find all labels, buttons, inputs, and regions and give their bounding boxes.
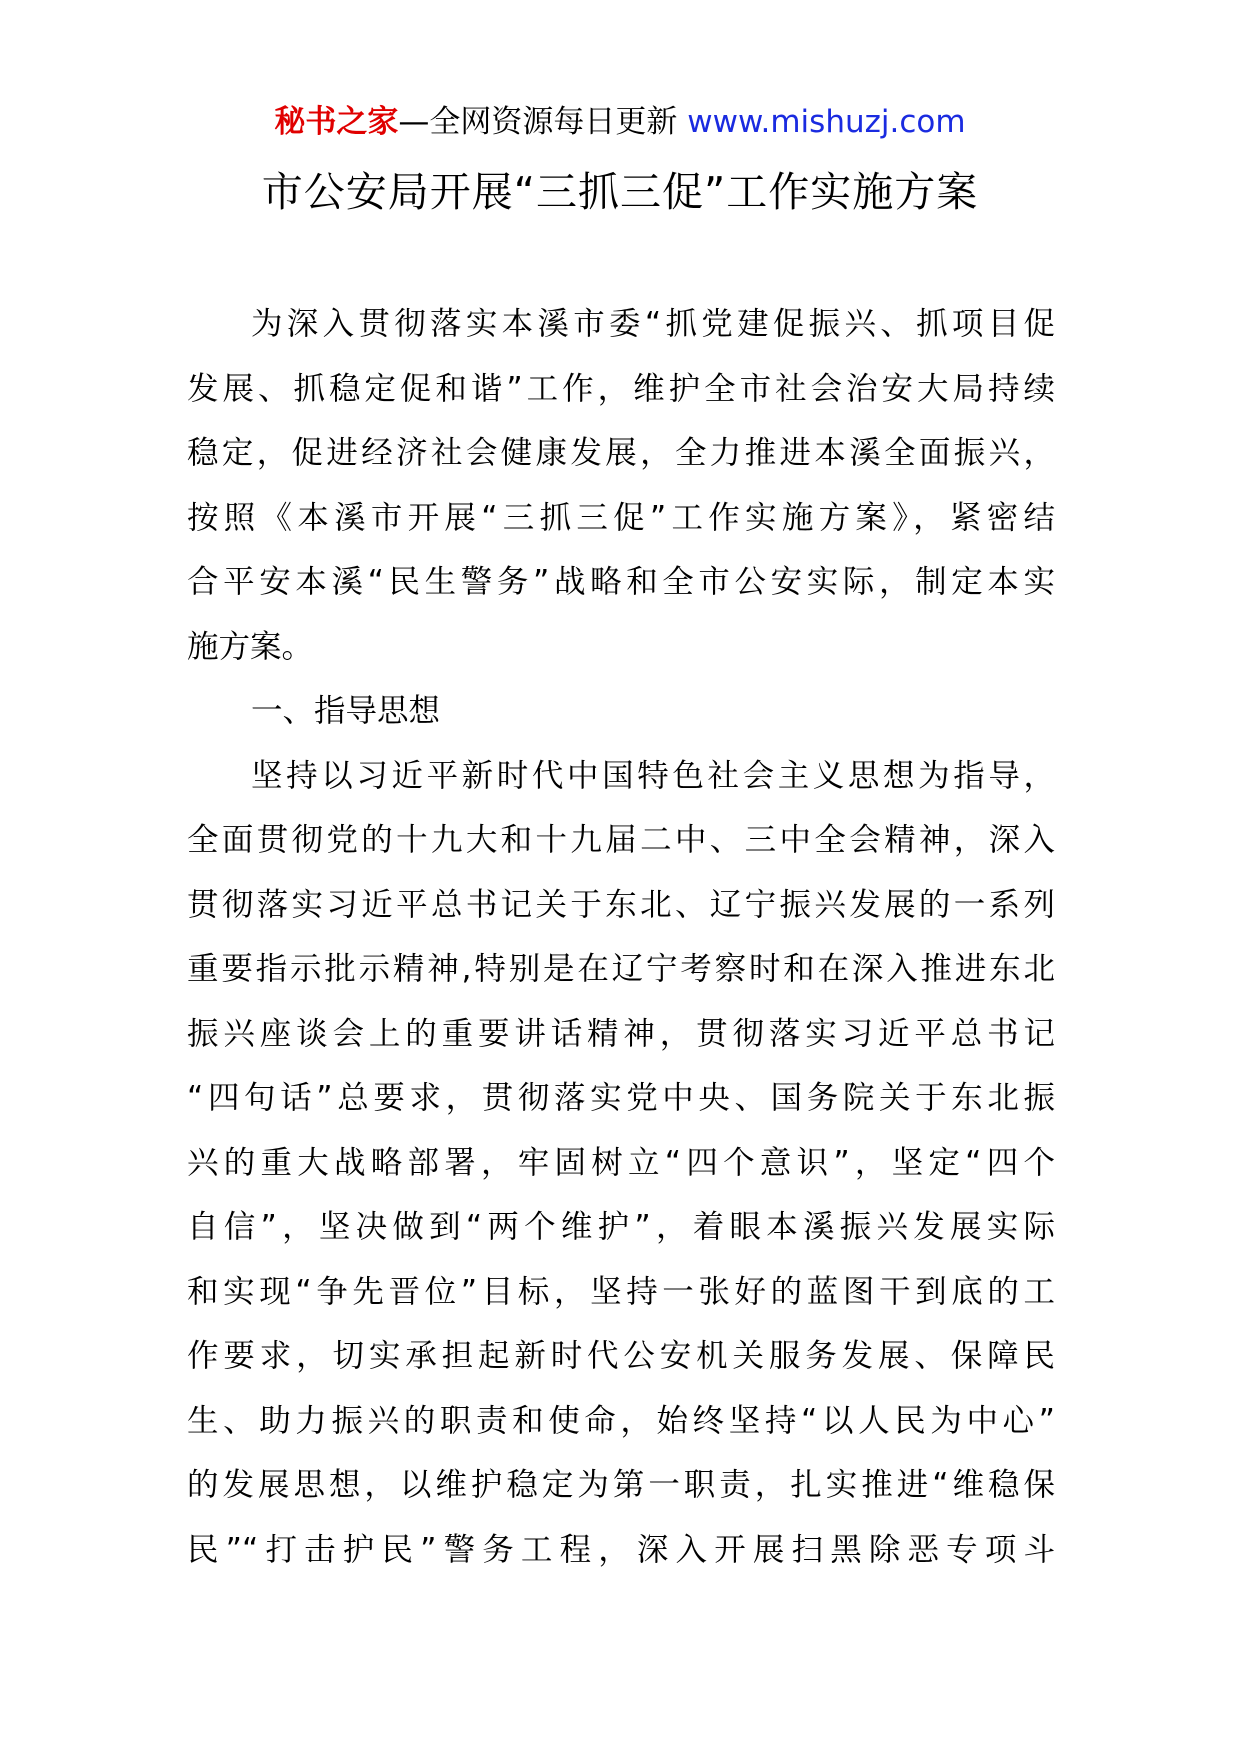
paragraph-line: 作要求，切实承担起新时代公安机关服务发展、保障民 <box>187 1338 1055 1374</box>
intro-paragraph <box>187 292 1055 679</box>
section-paragraph <box>187 744 1055 1583</box>
site-url-link[interactable]: www.mishuzj.com <box>687 104 966 140</box>
paragraph-line: 兴的重大战略部署，牢固树立“四个意识”，坚定“四个 <box>187 1144 1055 1181</box>
paragraph-line: 自信”，坚决做到“两个维护”，着眼本溪振兴发展实际 <box>187 1209 1055 1245</box>
section-heading: 一、指导思想 <box>251 693 441 729</box>
paragraph-line: 和实现“争先晋位”目标，坚持一张好的蓝图干到底的工 <box>187 1273 1055 1310</box>
paragraph-line: 施方案。 <box>187 628 314 665</box>
paragraph-line: 合平安本溪“民生警务”战略和全市公安实际，制定本实 <box>187 564 1055 600</box>
paragraph-line: 发展、抓稳定促和谐”工作，维护全市社会治安大局持续 <box>187 370 1055 407</box>
paragraph-line: 为深入贯彻落实本溪市委“抓党建促振兴、抓项目促 <box>251 306 1055 342</box>
site-slogan: —全网资源每日更新 <box>398 104 688 140</box>
paragraph-line: 生、助力振兴的职责和使命，始终坚持“以人民为中心” <box>187 1402 1055 1439</box>
paragraph-line: 的发展思想，以维护稳定为第一职责，扎实推进“维稳保 <box>187 1467 1055 1503</box>
paragraph-line: 按照《本溪市开展“三抓三促”工作实施方案》，紧密结 <box>187 499 1055 536</box>
paragraph-line: 贯彻落实习近平总书记关于东北、辽宁振兴发展的一系列 <box>187 886 1055 923</box>
document-body <box>187 292 1055 1582</box>
paragraph-line: 坚持以习近平新时代中国特色社会主义思想为指导， <box>251 757 1055 794</box>
paragraph-line: “四句话”总要求，贯彻落实党中央、国务院关于东北振 <box>187 1080 1055 1116</box>
paragraph-line: 稳定，促进经济社会健康发展，全力推进本溪全面振兴， <box>187 435 1055 471</box>
site-header <box>0 100 1240 144</box>
document-title: 市公安局开展“三抓三促”工作实施方案 <box>261 168 979 216</box>
paragraph-line: 民”“打击护民”警务工程，深入开展扫黑除恶专项斗 <box>187 1531 1055 1568</box>
site-brand: 秘书之家 <box>274 104 399 140</box>
paragraph-line: 振兴座谈会上的重要讲话精神，贯彻落实习近平总书记 <box>187 1015 1055 1052</box>
paragraph-line: 全面贯彻党的十九大和十九届二中、三中全会精神，深入 <box>187 822 1055 858</box>
paragraph-line: 重要指示批示精神,特别是在辽宁考察时和在深入推进东北 <box>187 951 1055 987</box>
